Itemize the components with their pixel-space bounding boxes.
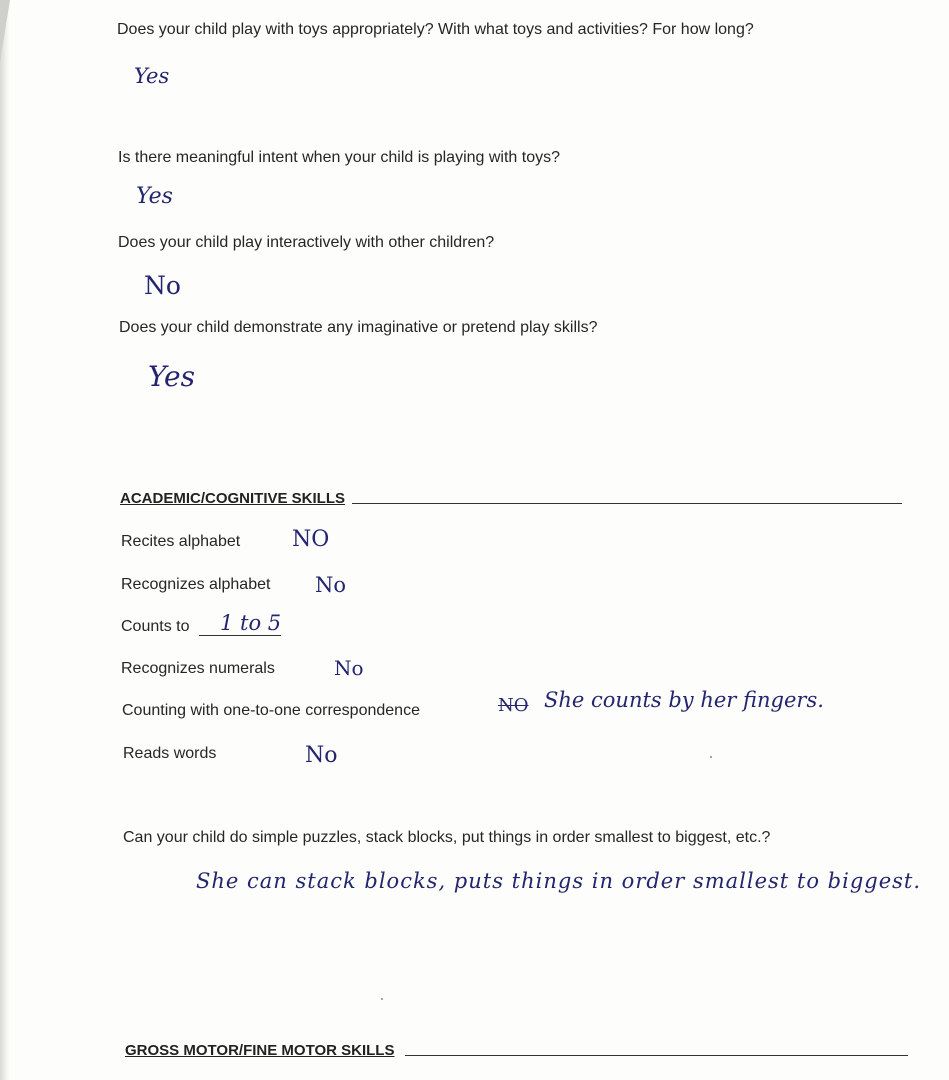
answer-counts-to: 1 to 5 bbox=[220, 611, 282, 635]
scan-speck bbox=[381, 998, 383, 1000]
section-rule-academic bbox=[352, 503, 902, 504]
section-heading-academic: ACADEMIC/COGNITIVE SKILLS bbox=[120, 490, 346, 507]
answer-interactive-play: No bbox=[144, 271, 181, 300]
counts-to-blank-line bbox=[199, 635, 281, 636]
answer-reads-words: No bbox=[305, 743, 338, 768]
page-edge-shadow bbox=[0, 0, 10, 1080]
section-rule-motor bbox=[405, 1055, 908, 1056]
label-counts-to: Counts to bbox=[121, 618, 190, 635]
label-recites-alphabet: Recites alphabet bbox=[121, 533, 241, 550]
answer-play-appropriately: Yes bbox=[134, 64, 170, 88]
scan-speck bbox=[710, 756, 712, 758]
question-puzzles-blocks: Can your child do simple puzzles, stack blocks, put things in order smallest to biggest, etc.? bbox=[123, 829, 771, 846]
question-play-appropriately: Does your child play with toys appropriately? With what toys and activities? For how long? bbox=[117, 21, 754, 38]
question-meaningful-intent: Is there meaningful intent when your child is playing with toys? bbox=[118, 149, 561, 166]
answer-recognizes-alphabet: No bbox=[315, 573, 347, 597]
label-reads-words: Reads words bbox=[123, 745, 217, 762]
question-imaginative-play: Does your child demonstrate any imaginative or pretend play skills? bbox=[119, 319, 598, 336]
section-heading-motor: GROSS MOTOR/FINE MOTOR SKILLS bbox=[125, 1042, 395, 1059]
answer-puzzles-blocks: She can stack blocks, puts things in order smallest to biggest. bbox=[196, 869, 922, 893]
answer-one-to-one-correspondence: She counts by her fingers. bbox=[544, 688, 824, 712]
label-recognizes-alphabet: Recognizes alphabet bbox=[121, 576, 271, 593]
page-corner-fold bbox=[0, 0, 10, 62]
label-recognizes-numerals: Recognizes numerals bbox=[121, 660, 275, 677]
answer-recognizes-numerals: No bbox=[334, 656, 364, 680]
answer-meaningful-intent: Yes bbox=[136, 184, 173, 209]
question-interactive-play: Does your child play interactively with other children? bbox=[118, 234, 495, 251]
label-one-to-one-correspondence: Counting with one-to-one correspondence bbox=[122, 702, 420, 719]
answer-recites-alphabet: NO bbox=[292, 527, 330, 552]
struck-answer-correspondence: NO bbox=[498, 695, 529, 716]
answer-imaginative-play: Yes bbox=[148, 360, 195, 393]
